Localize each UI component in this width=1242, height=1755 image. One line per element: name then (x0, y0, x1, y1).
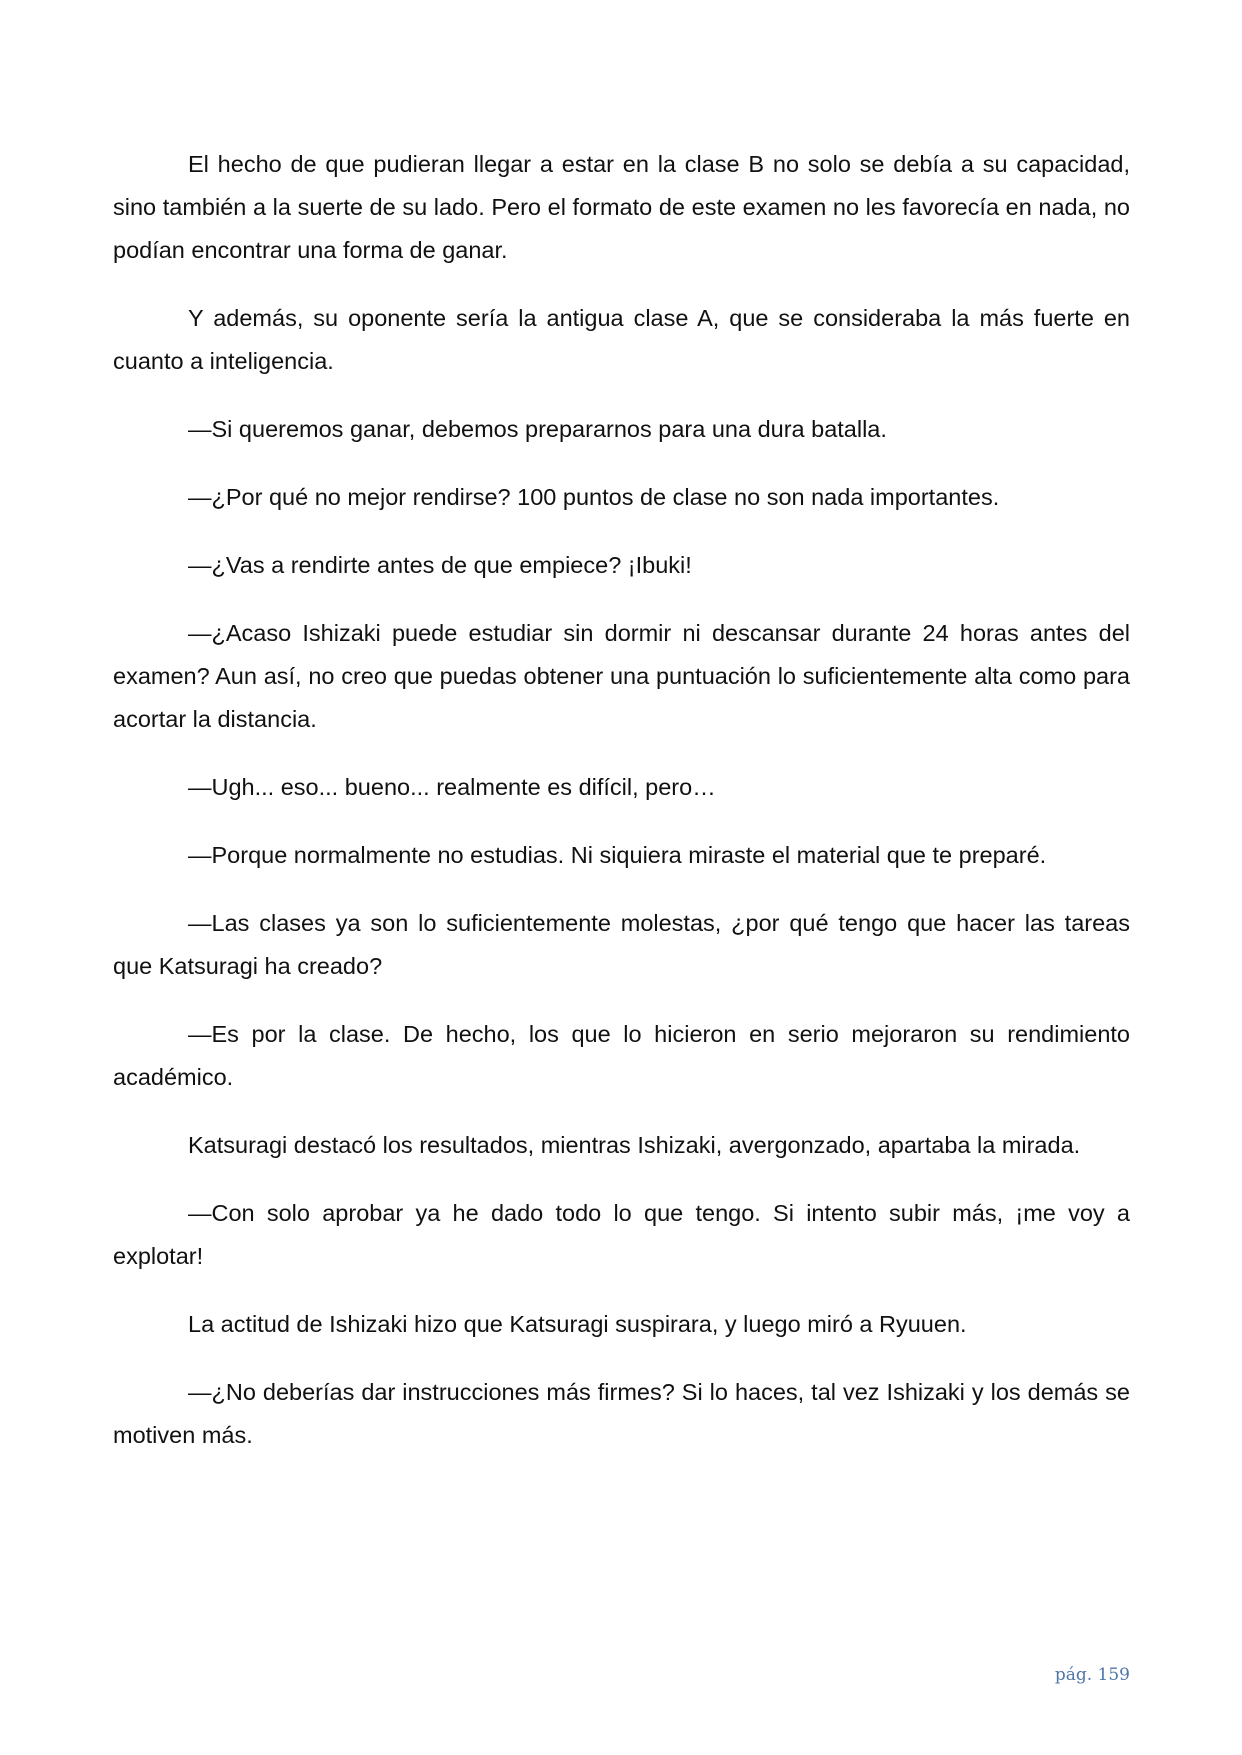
paragraph: —¿Acaso Ishizaki puede estudiar sin dormir ni descansar durante 24 horas antes del examen? Aun así, no creo que puedas obtener una puntuación lo suficientemente alta como para acortar la distancia. (113, 620, 1130, 732)
paragraph: —Si queremos ganar, debemos prepararnos para una dura batalla. (188, 416, 887, 442)
paragraph: Y además, su oponente sería la antigua clase A, que se consideraba la más fuerte en cuanto a inteligencia. (113, 305, 1130, 374)
paragraph: —Es por la clase. De hecho, los que lo hicieron en serio mejoraron su rendimiento académico. (113, 1021, 1130, 1090)
paragraph: —Las clases ya son lo suficientemente molestas, ¿por qué tengo que hacer las tareas que Katsuragi ha creado? (113, 910, 1130, 979)
paragraph: —¿No deberías dar instrucciones más firmes? Si lo haces, tal vez Ishizaki y los demás se motiven más. (113, 1379, 1130, 1448)
paragraph: El hecho de que pudieran llegar a estar en la clase B no solo se debía a su capacidad, sino también a la suerte de su lado. Pero el formato de este examen no les favorecía en nada, no podían encontrar una forma de ganar. (113, 151, 1130, 263)
paragraph: —Con solo aprobar ya he dado todo lo que tengo. Si intento subir más, ¡me voy a explotar! (113, 1200, 1130, 1269)
paragraph: —Porque normalmente no estudias. Ni siquiera miraste el material que te preparé. (188, 842, 1047, 868)
paragraph: Katsuragi destacó los resultados, mientras Ishizaki, avergonzado, apartaba la mirada. (188, 1132, 1081, 1158)
paragraph: —Ugh... eso... bueno... realmente es difícil, pero… (188, 774, 716, 800)
paragraph: —¿Por qué no mejor rendirse? 100 puntos de clase no son nada importantes. (188, 484, 1000, 510)
paragraph: La actitud de Ishizaki hizo que Katsuragi suspirara, y luego miró a Ryuuen. (188, 1311, 967, 1337)
paragraph: —¿Vas a rendirte antes de que empiece? ¡Ibuki! (188, 552, 692, 578)
body-text (113, 143, 1130, 1482)
page-number: pág. 159 (1054, 1665, 1130, 1685)
